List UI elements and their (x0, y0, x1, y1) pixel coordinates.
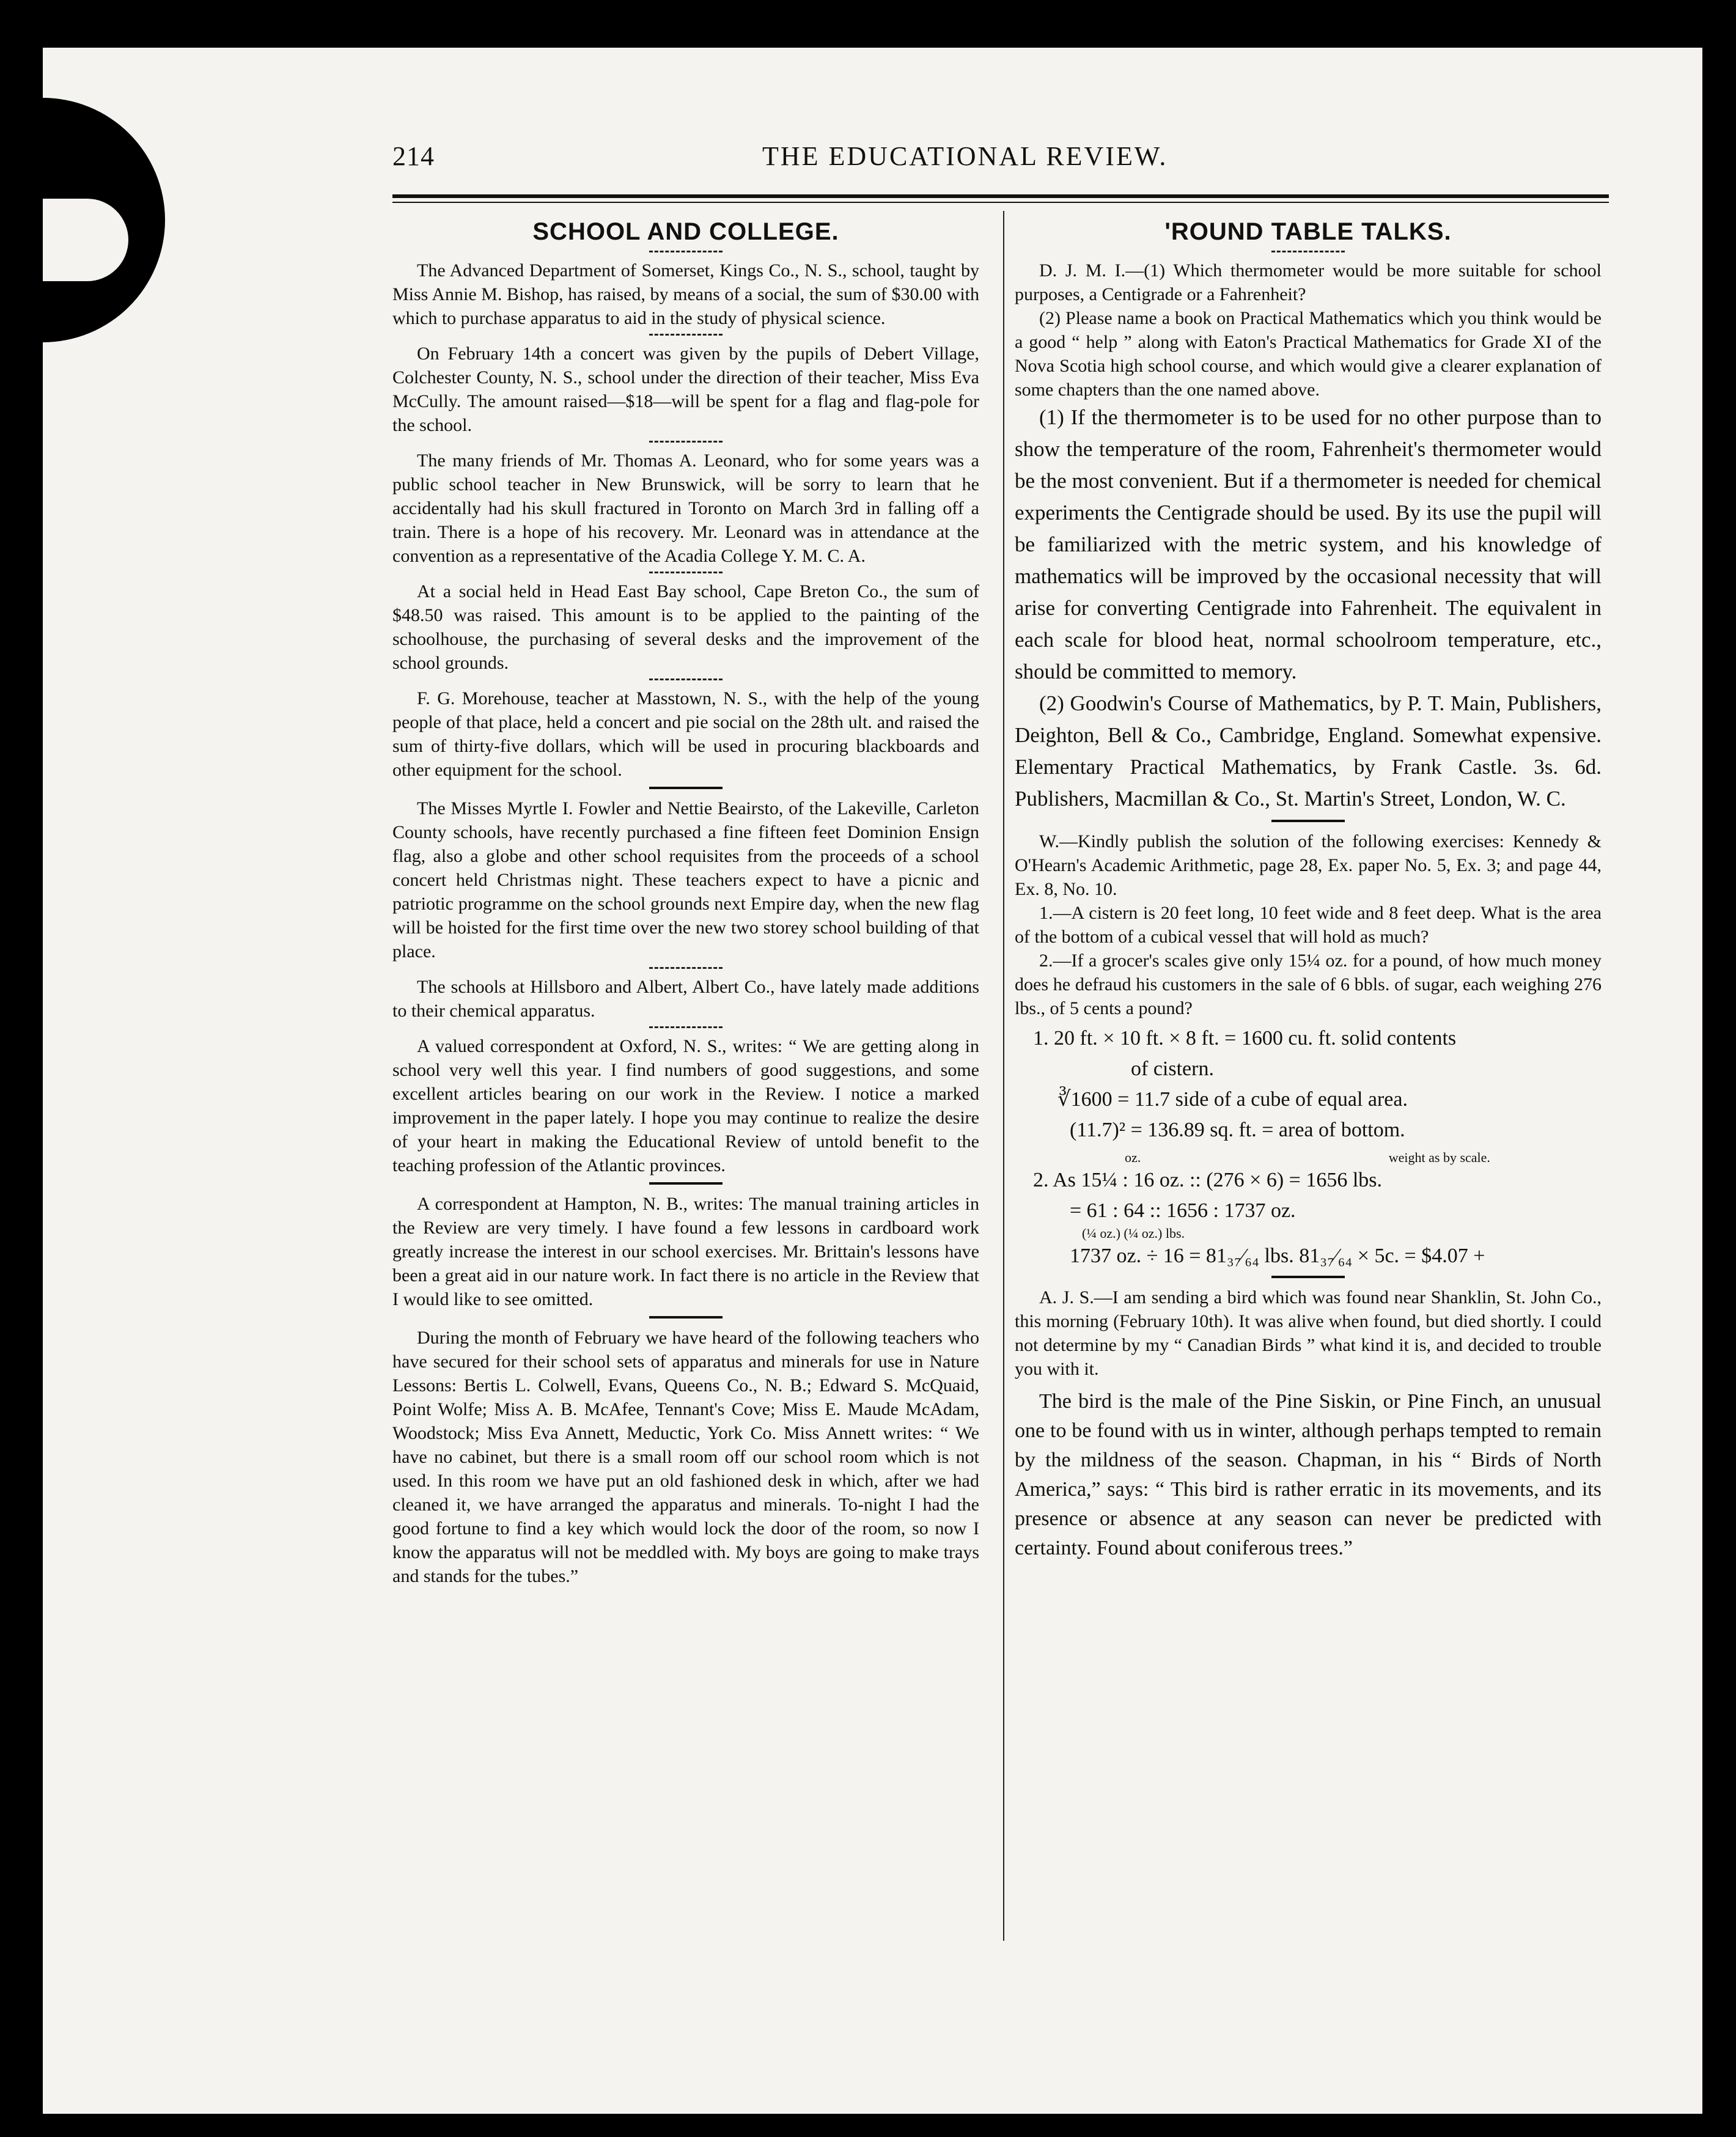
separator (649, 1316, 723, 1319)
separator (1271, 251, 1345, 252)
question: A. J. S.—I am sending a bird which was found near Shanklin, St. John Co., this morning (February 10th). It was alive when found, but died shortly. I could not determine by my “ Canadian Birds ” what kind it is, and decided to trouble you with it. (1015, 1287, 1602, 1379)
solution-line: of cistern. (1131, 1057, 1214, 1080)
page-number: 214 (392, 141, 435, 171)
solution-line: = 61 : 64 :: 1656 : 1737 oz. (1070, 1199, 1296, 1222)
separator (649, 679, 723, 680)
question: D. J. M. I.—(1) Which thermometer would be more suitable for school purposes, a Centigrade or a Fahrenheit? (1015, 260, 1602, 304)
section-title-school-and-college: SCHOOL AND COLLEGE. (532, 218, 839, 245)
left-column (392, 220, 979, 1588)
page-header (392, 141, 1591, 183)
solution-line: ∛1600 = 11.7 side of a cube of equal area. (1057, 1088, 1408, 1111)
separator (1271, 1276, 1345, 1278)
news-item: The schools at Hillsboro and Albert, Albert Co., have lately made additions to their chemical apparatus. (392, 977, 979, 1021)
answer: (1) If the thermometer is to be used for no other purpose than to show the temperature of the room, Fahrenheit's thermometer would be the most convenient. But if a thermometer is needed for chemical experiments the Centigrade should be used. By its use the pupil will be familiarized with the metric system, and his knowledge of mathematics will be improved by the occasional necessity that will arise for converting Centigrade into Fahrenheit. The equivalent in each scale for blood heat, normal schoolroom temperature, etc., should be committed to memory. (1015, 405, 1602, 683)
header-rule (392, 194, 1609, 198)
separator (649, 334, 723, 336)
solution-line: 1. 20 ft. × 10 ft. × 8 ft. = 1600 cu. ft. solid contents (1033, 1027, 1457, 1050)
answer: (2) Goodwin's Course of Mathematics, by P. T. Main, Publishers, Deighton, Bell & Co., Cambridge, England. Somewhat expensive. Elementary Practical Mathematics, by Frank Castle. 3s. 6d. Publishers, Macmillan & Co., St. Martin's Street, London, W. C. (1015, 691, 1602, 811)
right-column (1015, 220, 1602, 1563)
exercise: 1.—A cistern is 20 feet long, 10 feet wide and 8 feet deep. What is the area of the bottom of a cubical vessel that will hold as much? (1015, 903, 1602, 947)
exercise: 2.—If a grocer's scales give only 15¼ oz. for a pound, of how much money does he defraud his customers in the sale of 6 bbls. of sugar, each weighing 276 lbs., of 5 cents a pound? (1015, 951, 1602, 1018)
separator (1271, 820, 1345, 822)
section-title-round-table-talks: 'ROUND TABLE TALKS. (1164, 218, 1452, 245)
news-item: During the month of February we have heard of the following teachers who have secured for their school sets of apparatus and minerals for use in Nature Lessons: Bertis L. Colwell, Evans, Queens Co., N. B.; Edward S. McQuaid, Point Wolfe; Miss A. B. McAfee, Tennant's Cove; Miss E. Maude McAdam, Woodstock; Miss Eva Annett, Meductic, York Co. Miss Annett writes: “ We have no cabinet, but there is a small room off our school room which is not used. In this room we have put an old fashioned desk in which, after we had cleaned it, we have arranged the apparatus and minerals. To-night I had the good fortune to find a key which would lock the door of the room, so now I know the apparatus will not be meddled with. My boys are going to make trays and stands for the tubes.” (392, 1328, 979, 1586)
solution-note: weight as by scale. (1388, 1150, 1490, 1165)
solution-line: 1737 oz. ÷ 16 = 81₃₇⁄₆₄ lbs. 81₃₇⁄₆₄ × 5c. = $4.07 + (1070, 1245, 1485, 1267)
news-item: At a social held in Head East Bay school, Cape Breton Co., the sum of $48.50 was raised. This amount is to be applied to the painting of the schoolhouse, the purchasing of several desks and the improvement of the school grounds. (392, 581, 979, 673)
news-item: F. G. Morehouse, teacher at Masstown, N. S., with the help of the young people of that place, held a concert and pie social on the 28th ult. and raised the sum of thirty-five dollars, which will be used in procuring blackboards and other equipment for the school. (392, 688, 979, 780)
separator (649, 1182, 723, 1185)
news-item: The Advanced Department of Somerset, Kings Co., N. S., school, taught by Miss Annie M. Bishop, has raised, by means of a social, the sum of $30.00 with which to purchase apparatus to aid in the study of physical science. (392, 260, 979, 328)
separator (649, 1026, 723, 1028)
separator (649, 572, 723, 573)
journal-title: THE EDUCATIONAL REVIEW. (762, 141, 1168, 171)
solution-block (1033, 1024, 1602, 1271)
news-item: A correspondent at Hampton, N. B., writes: The manual training articles in the Review are very timely. I have found a few lessons in cardboard work greatly increase the interest in our school exercises. Mr. Brittain's lessons have been a great aid in our nature work. In fact there is no article in the Review that I would like to see omitted. (392, 1194, 979, 1309)
news-item: The many friends of Mr. Thomas A. Leonard, who for some years was a public school teacher in New Brunswick, will be sorry to learn that he accidentally had his skull fractured in Toronto on March 3rd in falling off a train. There is a hope of his recovery. Mr. Leonard was in attendance at the convention as a representative of the Acadia College Y. M. C. A. (392, 451, 979, 566)
solution-note: (¼ oz.) (¼ oz.) lbs. (1082, 1226, 1185, 1241)
news-item: A valued correspondent at Oxford, N. S., writes: “ We are getting along in school very well this year. I find numbers of good suggestions, and some excellent articles bearing on our work in the Review. I notice a marked improvement in the paper lately. I hope you may continue to realize the desire of your heart in making the Educational Review of untold benefit to the teaching profession of the Atlantic provinces. (392, 1036, 979, 1175)
question: (2) Please name a book on Practical Mathematics which you think would be a good “ help ” along with Eaton's Practical Mathematics for Grade XI of the Nova Scotia high school course, and which would give a clearer explanation of some chapters than the one named above. (1015, 308, 1602, 400)
answer: The bird is the male of the Pine Siskin, or Pine Finch, an unusual one to be found with us in winter, although perhaps tempted to remain by the mildness of the season. Chapman, in his “ Birds of North America,” says: “ This bird is rather erratic in its movements, and its presence or absence at any season can never be predicted with certainty. Found about coniferous trees.” (1015, 1390, 1602, 1559)
solution-line: (11.7)² = 136.89 sq. ft. = area of bottom. (1070, 1119, 1405, 1141)
news-item: On February 14th a concert was given by the pupils of Debert Village, Colchester County, N. S., school under the direction of their teacher, Miss Eva McCully. The amount raised—$18—will be spent for a flag and flag-pole for the school. (392, 344, 979, 435)
column-divider (1003, 211, 1004, 1941)
news-item: The Misses Myrtle I. Fowler and Nettie Beairsto, of the Lakeville, Carleton County schools, have recently purchased a fine fifteen feet Dominion Ensign flag, also a globe and other school requisites from the proceeds of a school concert held Christmas night. These teachers expect to have a picnic and patriotic programme on the school grounds next Empire day, when the new flag will be hoisted for the first time over the new two storey school building of that place. (392, 798, 979, 962)
header-rule-thin (392, 202, 1609, 203)
separator (649, 787, 723, 789)
solution-line: 2. As 15¼ : 16 oz. :: (276 × 6) = 1656 lbs. (1033, 1169, 1383, 1191)
question: W.—Kindly publish the solution of the following exercises: Kennedy & O'Hearn's Academic Arithmetic, page 28, Ex. paper No. 5, Ex. 3; and page 44, Ex. 8, No. 10. (1015, 831, 1602, 899)
solution-note: oz. (1125, 1150, 1141, 1165)
separator (649, 441, 723, 443)
separator (649, 251, 723, 252)
binder-clip-shadow (43, 98, 165, 342)
separator (649, 967, 723, 969)
